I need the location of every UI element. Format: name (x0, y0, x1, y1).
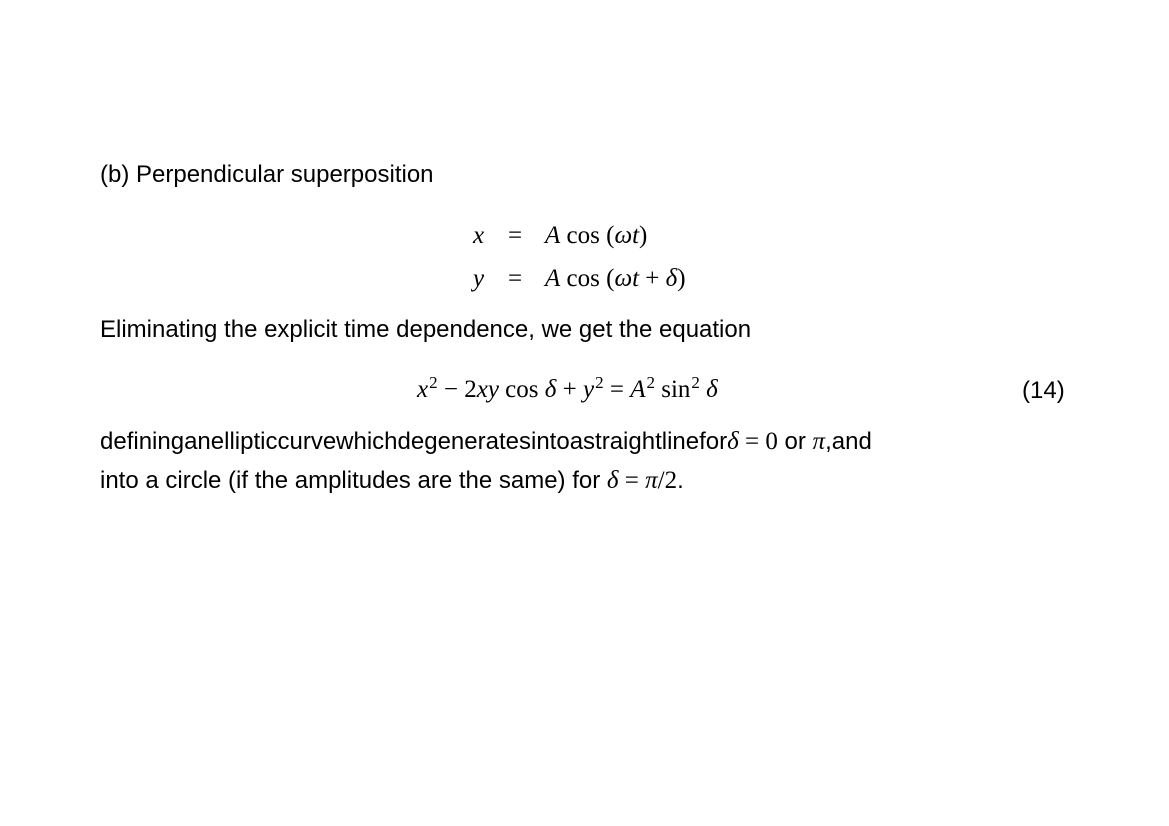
eq1-paren-close: ) (639, 222, 648, 249)
line1-delta: δ (727, 428, 739, 455)
line2-equals: = (618, 467, 646, 494)
line1-math-group (727, 428, 832, 455)
eq2-paren-close: ) (677, 265, 686, 292)
meq-y-exp: 2 (595, 372, 604, 392)
meq-equals: = (603, 376, 631, 403)
line1-word: elliptic (210, 428, 278, 455)
section-heading: (b) Perpendicular superposition (100, 161, 434, 188)
line1-equals: = (738, 428, 766, 455)
meq-x-exp: 2 (429, 372, 438, 392)
line2-period: . (677, 467, 684, 494)
line1-zero: 0 (765, 428, 778, 455)
eq1-lhs: x (473, 222, 485, 249)
line1-and: and (831, 428, 872, 455)
line1-word: curve (277, 428, 337, 455)
eq2-func: cos (566, 265, 600, 292)
eq1-coef: A (545, 222, 561, 249)
line1-word: for (699, 428, 728, 455)
meq-minus-two: − 2 (437, 376, 477, 403)
meq-sin: sin (654, 376, 691, 403)
equation-number: (14) (1022, 377, 1065, 404)
intro-sentence: Eliminating the explicit time dependence, we get the equation (100, 316, 752, 343)
meq-cos: cos (498, 376, 545, 403)
eq2-paren-open: ( (606, 265, 615, 292)
line1-comma: , (825, 428, 832, 455)
eq1-func: cos (566, 222, 600, 249)
line1-pi: π (812, 428, 826, 455)
line1-word: an (184, 428, 211, 455)
eq2-arg: ωt (614, 265, 640, 292)
equation-row-y (0, 265, 1169, 295)
line1-word: line (661, 428, 700, 455)
meq-delta-2: δ (699, 376, 718, 403)
main-equation (417, 372, 718, 404)
line2-frac: /2 (657, 467, 678, 494)
meq-A: A (630, 376, 646, 403)
eq2-plus: + (639, 265, 666, 292)
conclusion-line-2 (100, 461, 1069, 500)
line1-word: a (569, 428, 584, 455)
eq2-equals: = (508, 265, 523, 292)
meq-x: x (417, 376, 429, 403)
meq-y: y (582, 376, 595, 403)
line2-text: into a circle (if the amplitudes are the same) for (100, 467, 607, 494)
line2-pi: π (645, 467, 658, 494)
eq1-equals: = (508, 222, 523, 249)
equation-row-x (0, 222, 1169, 252)
eq2-rhs (545, 265, 686, 293)
conclusion-line-1 (100, 422, 1069, 461)
meq-xy: xy (476, 376, 499, 403)
eq2-delta: δ (665, 265, 678, 292)
eq1-arg: ωt (614, 222, 640, 249)
conclusion-paragraph (100, 422, 1069, 500)
line1-word: into (530, 428, 570, 455)
meq-delta-1: δ (544, 376, 557, 403)
eq2-coef: A (545, 265, 561, 292)
meq-sin-exp: 2 (691, 372, 700, 392)
line1-word: defining (100, 428, 185, 455)
line1-or: or (777, 428, 813, 455)
eq1-paren-open: ( (606, 222, 615, 249)
meq-plus: + (556, 376, 583, 403)
line2-delta: δ (606, 467, 619, 494)
line1-word: straight (583, 428, 662, 455)
eq2-lhs: y (473, 265, 485, 292)
eq1-rhs (545, 222, 647, 250)
line1-word: degenerates (397, 428, 531, 455)
meq-A-exp: 2 (646, 372, 655, 392)
line1-word: which (336, 428, 398, 455)
